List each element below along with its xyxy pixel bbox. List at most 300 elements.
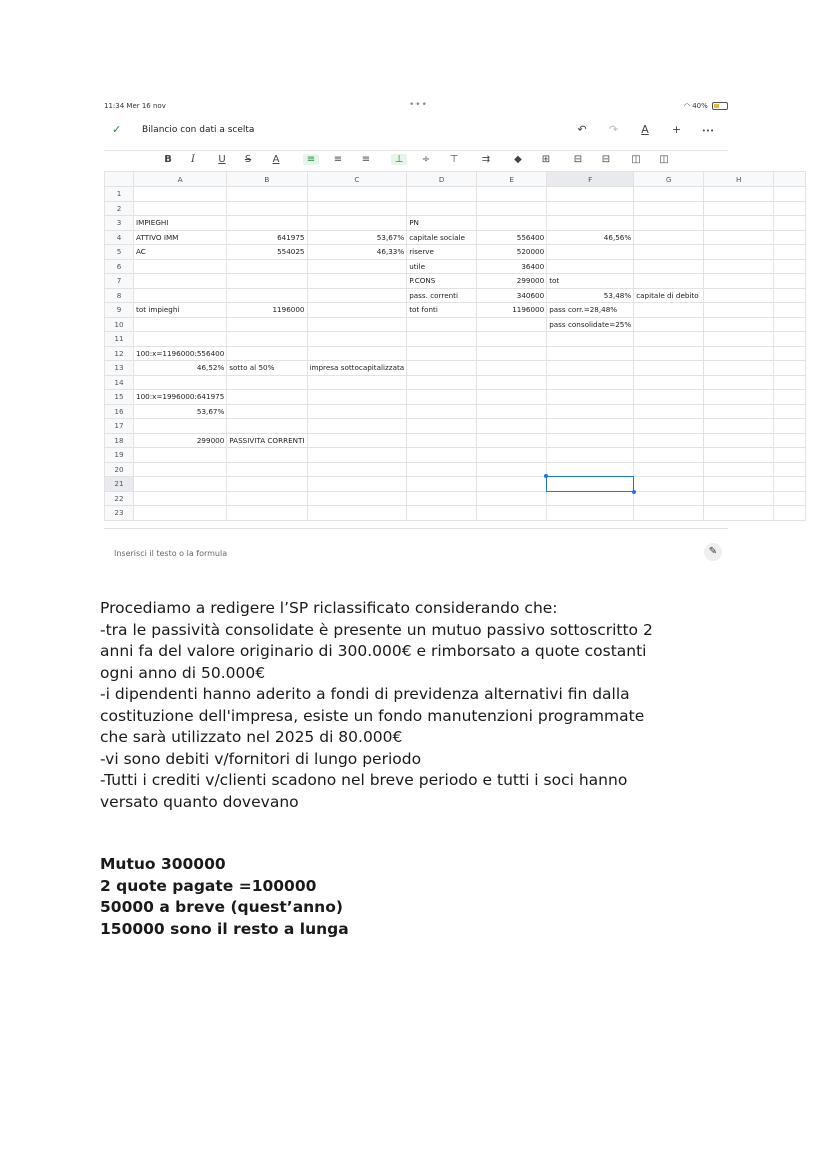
column-header[interactable]: F [547,172,634,187]
cell-C14[interactable] [307,375,407,390]
cell-D5[interactable]: riserve [407,245,477,260]
cell-C6[interactable] [307,259,407,274]
cell-A18[interactable]: 299000 [134,433,227,448]
row-number[interactable]: 2 [105,201,134,216]
cell-C4[interactable]: 53,67% [307,230,407,245]
cell-D23[interactable] [407,506,477,521]
cell-H14[interactable] [704,375,774,390]
text-color-button[interactable]: A [272,154,280,165]
cell-G14[interactable] [634,375,704,390]
cell-H16[interactable] [704,404,774,419]
cell-E7[interactable]: 299000 [477,274,547,289]
cell-H12[interactable] [704,346,774,361]
cell-H23[interactable] [704,506,774,521]
cell-extra[interactable] [774,419,806,434]
row-number[interactable]: 5 [105,245,134,260]
cell-F3[interactable] [547,216,634,231]
cell-extra[interactable] [774,303,806,318]
cell-A17[interactable] [134,419,227,434]
cell-G23[interactable] [634,506,704,521]
cell-C18[interactable] [307,433,407,448]
cell-D8[interactable]: pass. correnti [407,288,477,303]
note-line: costituzione dell'impresa, esiste un fondo manutenzioni programmate [100,706,645,725]
cell-G3[interactable] [634,216,704,231]
row-number[interactable]: 14 [105,375,134,390]
align-right-button[interactable]: ≡ [361,154,371,165]
table-row [105,259,806,274]
redo-icon[interactable]: ↷ [608,123,619,136]
row-number[interactable]: 6 [105,259,134,274]
cell-F18[interactable] [547,433,634,448]
cell-extra[interactable] [774,245,806,260]
cell-B9[interactable]: 1196000 [227,303,307,318]
battery-text: 40% [692,102,708,110]
cell-F14[interactable] [547,375,634,390]
table-row [105,506,806,521]
row-number[interactable]: 18 [105,433,134,448]
cell-extra[interactable] [774,317,806,332]
cell-extra[interactable] [774,187,806,202]
cell-extra[interactable] [774,259,806,274]
cell-H2[interactable] [704,201,774,216]
cell-D7[interactable]: P.CONS [407,274,477,289]
cell-D11[interactable] [407,332,477,347]
cell-D19[interactable] [407,448,477,463]
cell-D17[interactable] [407,419,477,434]
column-header[interactable]: A [134,172,227,187]
row-number[interactable]: 20 [105,462,134,477]
table-row [105,274,806,289]
cell-B1[interactable] [227,187,307,202]
cell-extra[interactable] [774,216,806,231]
cell-extra[interactable] [774,433,806,448]
cell-F11[interactable] [547,332,634,347]
cell-E6[interactable]: 36400 [477,259,547,274]
table-row [105,491,806,506]
cell-G7[interactable] [634,274,704,289]
row-number[interactable]: 13 [105,361,134,376]
cell-B7[interactable] [227,274,307,289]
cell-H5[interactable] [704,245,774,260]
cell-G15[interactable] [634,390,704,405]
cell-H18[interactable] [704,433,774,448]
cell-F22[interactable] [547,491,634,506]
cell-H6[interactable] [704,259,774,274]
cell-G1[interactable] [634,187,704,202]
note-line: anni fa del valore originario di 300.000€ e rimborsato a quote costanti [100,642,647,660]
cell-B4[interactable]: 641975 [227,230,307,245]
bold-button[interactable]: B [164,154,172,165]
cell-G11[interactable] [634,332,704,347]
more-options-button[interactable]: ••• [701,127,715,135]
cell-D6[interactable]: utile [407,259,477,274]
cell-F9[interactable]: pass corr.=28,48% [547,303,634,318]
cell-C19[interactable] [307,448,407,463]
cell-B16[interactable] [227,404,307,419]
cell-C20[interactable] [307,462,407,477]
cell-A12[interactable]: 100:x=1196000:556400 [134,346,227,361]
row-number[interactable]: 8 [105,288,134,303]
column-header-extra[interactable] [774,172,806,187]
cell-E9[interactable]: 1196000 [477,303,547,318]
cell-H22[interactable] [704,491,774,506]
cell-D9[interactable]: tot fonti [407,303,477,318]
cell-B5[interactable]: 554025 [227,245,307,260]
cell-extra[interactable] [774,390,806,405]
table-row [105,477,806,492]
cell-H19[interactable] [704,448,774,463]
note-line: Procediamo a redigere l’SP riclassificato considerando che: [100,599,558,617]
cell-A3[interactable]: IMPIEGHI [134,216,227,231]
table-row [105,462,806,477]
cell-B23[interactable] [227,506,307,521]
cell-extra[interactable] [774,332,806,347]
cell-A13[interactable]: 46,52% [134,361,227,376]
cell-B6[interactable] [227,259,307,274]
row-number[interactable]: 9 [105,303,134,318]
fill-color-button[interactable]: ◆ [514,154,522,165]
cell-F23[interactable] [547,506,634,521]
cell-E11[interactable] [477,332,547,347]
cell-B13[interactable]: sotto al 50% [227,361,307,376]
strikethrough-button[interactable]: S [244,154,252,165]
cell-D15[interactable] [407,390,477,405]
cell-E8[interactable]: 340600 [477,288,547,303]
row-number[interactable]: 22 [105,491,134,506]
insert-col-right-button[interactable]: ◫ [659,154,669,165]
title-bar [104,122,728,140]
cell-E2[interactable] [477,201,547,216]
cell-A5[interactable]: AC [134,245,227,260]
cell-C10[interactable] [307,317,407,332]
cell-F7[interactable]: tot [547,274,634,289]
cell-F13[interactable] [547,361,634,376]
italic-button[interactable]: I [191,154,195,165]
cell-E3[interactable] [477,216,547,231]
cell-E1[interactable] [477,187,547,202]
cell-G21[interactable] [634,477,704,492]
cell-G16[interactable] [634,404,704,419]
cell-H7[interactable] [704,274,774,289]
cell-A16[interactable]: 53,67% [134,404,227,419]
cell-B2[interactable] [227,201,307,216]
valign-middle-button[interactable]: ÷ [421,154,431,165]
cell-E17[interactable] [477,419,547,434]
cell-G5[interactable] [634,245,704,260]
note-line: -tra le passività consolidate è presente un mutuo passivo sottoscritto 2 [100,620,653,639]
table-row [105,230,806,245]
cell-H13[interactable] [704,361,774,376]
cell-E21[interactable] [477,477,547,492]
underline-button[interactable]: U [218,154,226,165]
cell-B15[interactable] [227,390,307,405]
cell-C17[interactable] [307,419,407,434]
cell-extra[interactable] [774,404,806,419]
cell-F4[interactable]: 46,56% [547,230,634,245]
cell-G18[interactable] [634,433,704,448]
row-number[interactable]: 19 [105,448,134,463]
row-number[interactable]: 17 [105,419,134,434]
note-line: che sarà utilizzato nel 2025 di 80.000€ [100,728,403,746]
insert-row-above-button[interactable]: ⊟ [573,154,583,165]
cell-C22[interactable] [307,491,407,506]
cell-D20[interactable] [407,462,477,477]
cell-H10[interactable] [704,317,774,332]
row-number[interactable]: 7 [105,274,134,289]
cell-A1[interactable] [134,187,227,202]
row-number[interactable]: 11 [105,332,134,347]
row-number[interactable]: 16 [105,404,134,419]
align-left-button[interactable]: ≡ [303,154,319,165]
cell-A6[interactable] [134,259,227,274]
cell-G12[interactable] [634,346,704,361]
cell-C11[interactable] [307,332,407,347]
cell-B17[interactable] [227,419,307,434]
formula-input[interactable]: Inserisci il testo o la formula [114,549,228,558]
cell-A11[interactable] [134,332,227,347]
cell-E16[interactable] [477,404,547,419]
cell-A23[interactable] [134,506,227,521]
cell-H4[interactable] [704,230,774,245]
column-header[interactable]: G [634,172,704,187]
cell-C3[interactable] [307,216,407,231]
cell-B20[interactable] [227,462,307,477]
cell-E20[interactable] [477,462,547,477]
row-number[interactable]: 23 [105,506,134,521]
cell-C15[interactable] [307,390,407,405]
cell-A15[interactable]: 100:x=1996000:641975 [134,390,227,405]
cell-G19[interactable] [634,448,704,463]
cell-B8[interactable] [227,288,307,303]
cell-B11[interactable] [227,332,307,347]
cell-extra[interactable] [774,274,806,289]
cell-E14[interactable] [477,375,547,390]
valign-bottom-button[interactable]: ⊥ [391,154,407,165]
cell-extra[interactable] [774,361,806,376]
cell-C21[interactable] [307,477,407,492]
cell-B14[interactable] [227,375,307,390]
cell-A21[interactable] [134,477,227,492]
grid-corner[interactable] [105,172,134,187]
cell-A8[interactable] [134,288,227,303]
cell-B19[interactable] [227,448,307,463]
cell-extra[interactable] [774,288,806,303]
cell-extra[interactable] [774,462,806,477]
cell-B22[interactable] [227,491,307,506]
column-header[interactable]: H [704,172,774,187]
cell-D21[interactable] [407,477,477,492]
cell-G22[interactable] [634,491,704,506]
insert-row-below-button[interactable]: ⊟ [601,154,611,165]
cell-extra[interactable] [774,375,806,390]
cell-H21[interactable] [704,477,774,492]
cell-C16[interactable] [307,404,407,419]
cell-A19[interactable] [134,448,227,463]
multitask-dots[interactable]: ••• [409,100,428,110]
cell-D1[interactable] [407,187,477,202]
cell-D3[interactable]: PN [407,216,477,231]
cell-F21[interactable] [547,477,634,492]
row-number[interactable]: 1 [105,187,134,202]
cell-C7[interactable] [307,274,407,289]
cell-E22[interactable] [477,491,547,506]
cell-E10[interactable] [477,317,547,332]
selection-handle[interactable] [544,474,548,478]
cell-B21[interactable] [227,477,307,492]
table-row [105,346,806,361]
cell-E12[interactable] [477,346,547,361]
cell-D4[interactable]: capitale sociale [407,230,477,245]
cell-F20[interactable] [547,462,634,477]
cell-G20[interactable] [634,462,704,477]
cell-A10[interactable] [134,317,227,332]
cell-D2[interactable] [407,201,477,216]
table-row [105,303,806,318]
cell-G2[interactable] [634,201,704,216]
cell-G13[interactable] [634,361,704,376]
cell-H15[interactable] [704,390,774,405]
cell-G9[interactable] [634,303,704,318]
cell-E13[interactable] [477,361,547,376]
cell-extra[interactable] [774,346,806,361]
cell-D13[interactable] [407,361,477,376]
cell-F15[interactable] [547,390,634,405]
cell-C13[interactable]: impresa sottocapitalizzata [307,361,407,376]
cell-extra[interactable] [774,448,806,463]
cell-D22[interactable] [407,491,477,506]
borders-button[interactable]: ⊞ [541,154,551,165]
cell-F19[interactable] [547,448,634,463]
cell-extra[interactable] [774,491,806,506]
cell-G4[interactable] [634,230,704,245]
cell-E5[interactable]: 520000 [477,245,547,260]
wifi-icon: ◠ [683,102,690,110]
cell-E19[interactable] [477,448,547,463]
cell-A7[interactable] [134,274,227,289]
document-title[interactable]: Bilancio con dati a scelta [142,125,255,135]
cell-G10[interactable] [634,317,704,332]
cell-extra[interactable] [774,506,806,521]
title-actions [568,123,722,136]
selection-handle[interactable] [632,490,636,494]
calc-line: 2 quote pagate =100000 [100,876,317,895]
cell-C1[interactable] [307,187,407,202]
cell-C23[interactable] [307,506,407,521]
align-center-button[interactable]: ≡ [333,154,343,165]
row-number[interactable]: 15 [105,390,134,405]
cell-F10[interactable]: pass consolidate=25% [547,317,634,332]
cell-F1[interactable] [547,187,634,202]
cell-H8[interactable] [704,288,774,303]
column-header[interactable]: E [477,172,547,187]
cell-A2[interactable] [134,201,227,216]
cell-D12[interactable] [407,346,477,361]
cell-G17[interactable] [634,419,704,434]
cell-D14[interactable] [407,375,477,390]
cell-H17[interactable] [704,419,774,434]
table-row [105,216,806,231]
cell-A20[interactable] [134,462,227,477]
calc-line: 150000 sono il resto a lunga [100,919,349,938]
cell-B10[interactable] [227,317,307,332]
spreadsheet-grid [104,171,806,521]
cell-B18[interactable]: PASSIVITA CORRENTI [227,433,307,448]
cell-F6[interactable] [547,259,634,274]
calc-line: 50000 a breve (quest’anno) [100,898,343,916]
table-row [105,375,806,390]
valign-top-button[interactable]: ⊤ [449,154,459,165]
cell-F8[interactable]: 53,48% [547,288,634,303]
cell-extra[interactable] [774,201,806,216]
cell-H9[interactable] [704,303,774,318]
battery-icon [712,102,728,110]
cell-E4[interactable]: 556400 [477,230,547,245]
cell-extra[interactable] [774,477,806,492]
add-button[interactable]: + [671,123,682,136]
row-number[interactable]: 3 [105,216,134,231]
cell-A9[interactable]: tot impieghi [134,303,227,318]
column-header[interactable]: C [307,172,407,187]
cell-G8[interactable]: capitale di debito [634,288,704,303]
cell-D16[interactable] [407,404,477,419]
cell-A22[interactable] [134,491,227,506]
undo-icon[interactable]: ↶ [577,123,587,136]
cell-E18[interactable] [477,433,547,448]
column-header[interactable]: B [227,172,307,187]
column-header[interactable]: D [407,172,477,187]
edit-pencil-icon[interactable]: ✎ [704,543,722,561]
cell-A4[interactable]: ATTIVO IMM [134,230,227,245]
cell-H3[interactable] [704,216,774,231]
cell-G6[interactable] [634,259,704,274]
table-row [105,288,806,303]
format-toolbar [104,150,728,171]
done-check-icon[interactable]: ✓ [112,123,122,136]
cell-B12[interactable] [227,346,307,361]
cell-H1[interactable] [704,187,774,202]
row-number[interactable]: 12 [105,346,134,361]
cell-C8[interactable] [307,288,407,303]
cell-C5[interactable]: 46,33% [307,245,407,260]
cell-F5[interactable] [547,245,634,260]
cell-F12[interactable] [547,346,634,361]
cell-H11[interactable] [704,332,774,347]
cell-extra[interactable] [774,230,806,245]
cell-E15[interactable] [477,390,547,405]
cell-E23[interactable] [477,506,547,521]
cell-C9[interactable] [307,303,407,318]
text-format-button[interactable]: A [641,123,649,136]
cell-F2[interactable] [547,201,634,216]
cell-F16[interactable] [547,404,634,419]
cell-H20[interactable] [704,462,774,477]
cell-D18[interactable] [407,433,477,448]
cell-D10[interactable] [407,317,477,332]
row-number[interactable]: 10 [105,317,134,332]
row-number[interactable]: 21 [105,477,134,492]
wrap-text-button[interactable]: ⇉ [481,154,491,165]
table-row [105,332,806,347]
cell-C2[interactable] [307,201,407,216]
cell-A14[interactable] [134,375,227,390]
insert-col-left-button[interactable]: ◫ [631,154,641,165]
selection-box[interactable] [546,476,634,492]
calc-text [100,854,349,940]
row-number[interactable]: 4 [105,230,134,245]
cell-B3[interactable] [227,216,307,231]
cell-C12[interactable] [307,346,407,361]
cell-F17[interactable] [547,419,634,434]
